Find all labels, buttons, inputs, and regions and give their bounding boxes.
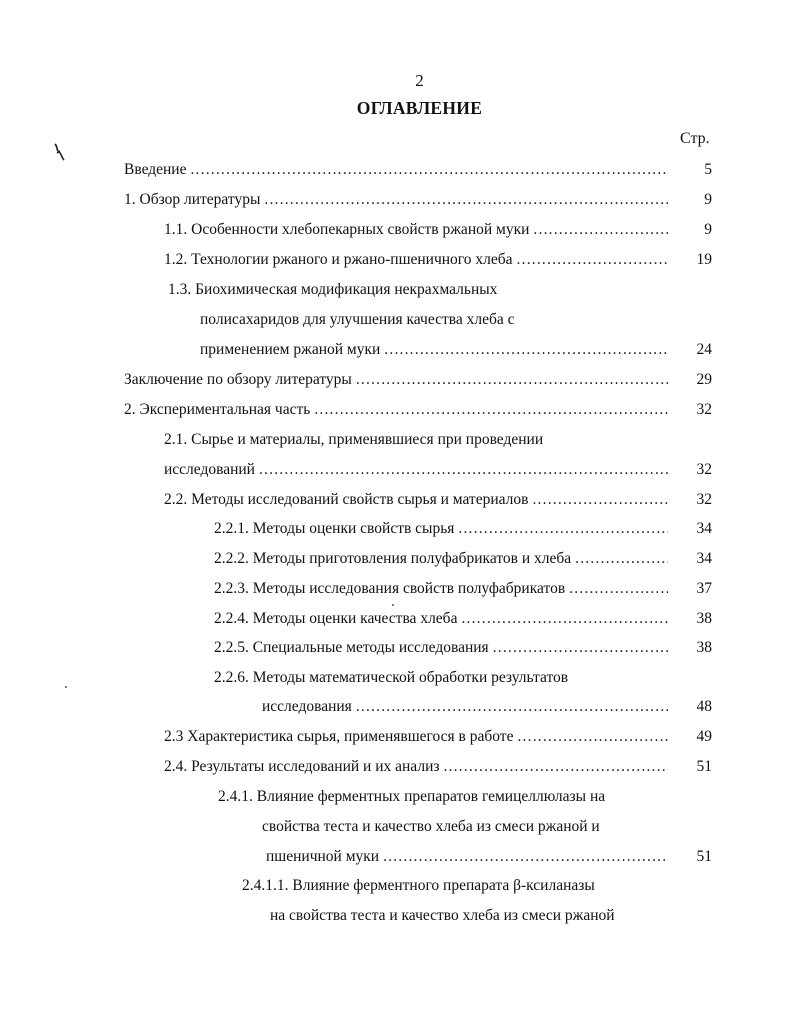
toc-entry[interactable]: исследования ..... — [262, 697, 672, 717]
toc-page: 32 — [696, 401, 712, 418]
toc-page: 34 — [696, 520, 712, 537]
toc-entry[interactable]: 2.3 Характеристика сырья, применявшегося в работе ..... — [164, 727, 672, 747]
page-column-label: Стр. — [680, 130, 710, 147]
toc-page: 24 — [696, 341, 712, 358]
toc-page: 29 — [696, 371, 712, 388]
toc-page: 51 — [696, 758, 712, 775]
toc-entry[interactable]: 2.2.5. Специальные методы исследования ..... — [214, 638, 672, 658]
toc-entry[interactable]: 2.2.1. Методы оценки свойств сырья ..... — [214, 519, 672, 539]
toc-page: 19 — [696, 251, 712, 268]
toc-entry[interactable]: 2.2. Методы исследований свойств сырья и материалов ..... — [164, 490, 672, 510]
toc-entry-line[interactable]: 2.4.1.1. Влияние ферментного препарата β-ксиланазы — [242, 877, 595, 894]
toc-entry[interactable]: 2.2.4. Методы оценки качества хлеба ..... — [214, 609, 672, 629]
toc-entry-line[interactable]: 2.4.1. Влияние ферментных препаратов гемицеллюлазы на — [218, 788, 606, 805]
toc-page: 51 — [696, 848, 712, 865]
toc-page: 34 — [696, 550, 712, 567]
toc-entry[interactable]: Заключение по обзору литературы ..... — [124, 370, 672, 390]
toc-entry[interactable]: 1.2. Технологии ржаного и ржано-пшеничного хлеба ..... — [164, 250, 672, 270]
toc-page: 49 — [696, 728, 712, 745]
toc-entry-line[interactable]: 1.3. Биохимическая модификация некрахмальных — [168, 281, 498, 298]
toc-entry[interactable]: пшеничной муки ..... — [266, 847, 672, 867]
toc-page: 9 — [704, 221, 712, 238]
toc-page: 48 — [696, 698, 712, 715]
toc-entry[interactable]: 2. Экспериментальная часть ..... — [124, 400, 672, 420]
toc-entry-line[interactable]: 2.2.6. Методы математической обработки результатов — [214, 669, 569, 686]
toc-entry[interactable]: 2.4. Результаты исследований и их анализ ..... — [164, 757, 672, 777]
toc-entry[interactable]: 1.1. Особенности хлебопекарных свойств ржаной муки ..... — [164, 220, 672, 240]
toc-page: 5 — [704, 161, 712, 178]
page-number: 2 — [415, 71, 424, 90]
toc-page: 37 — [696, 580, 712, 597]
toc-page: 32 — [696, 491, 712, 508]
toc-page: 38 — [696, 610, 712, 627]
toc-entry-line[interactable]: 2.1. Сырье и материалы, применявшиеся при проведении — [164, 431, 544, 448]
toc-entry-line[interactable]: свойства теста и качество хлеба из смеси ржаной и — [262, 818, 600, 835]
toc-page: 38 — [696, 639, 712, 656]
toc-page: 32 — [696, 461, 712, 478]
toc-entry[interactable]: 2.2.2. Методы приготовления полуфабрикатов и хлеба ..... — [214, 549, 672, 569]
toc-entry[interactable]: применением ржаной муки ..... — [200, 340, 672, 360]
toc-entry[interactable]: 1. Обзор литературы ..... — [124, 190, 672, 210]
toc-entry-line[interactable]: полисахаридов для улучшения качества хлеба с — [200, 311, 515, 328]
toc-entry-line[interactable]: на свойства теста и качество хлеба из смеси ржаной — [270, 907, 615, 924]
toc-entry[interactable]: 2.2.3. Методы исследования свойств полуфабрикатов ..... — [214, 579, 672, 599]
toc-page: 9 — [704, 191, 712, 208]
page-title: ОГЛАВЛЕНИЕ — [356, 98, 483, 118]
toc-entry[interactable]: исследований ..... — [164, 460, 672, 480]
toc-entry[interactable]: Введение ..... — [124, 160, 672, 180]
